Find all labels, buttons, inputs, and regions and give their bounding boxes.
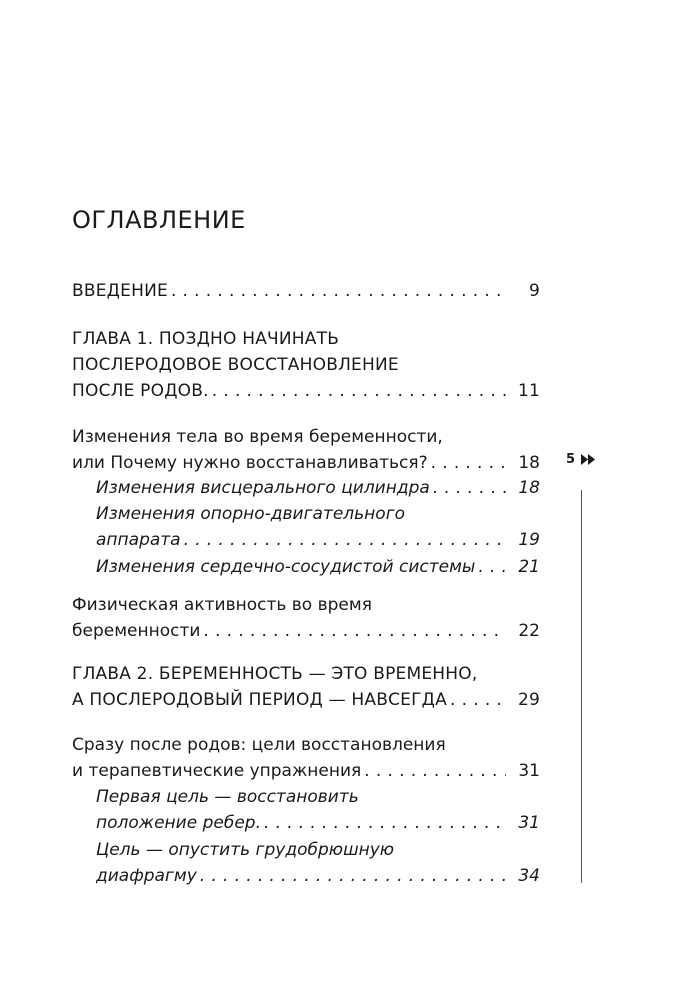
double-right-arrow-icon xyxy=(581,454,597,465)
toc-entry-page: 22 xyxy=(518,621,540,641)
toc-entry-chapter-2[interactable] xyxy=(72,661,540,713)
toc-entry-title-line: Сразу после родов: цели восстановления xyxy=(72,735,446,755)
dot-leader xyxy=(428,450,506,476)
dot-leader xyxy=(475,554,506,580)
dot-leader xyxy=(181,527,506,553)
page-number: 5 xyxy=(566,452,576,467)
toc-subentry-first-goal[interactable] xyxy=(96,784,540,836)
toc-entry-page: 11 xyxy=(517,381,540,401)
dot-leader xyxy=(168,278,506,304)
toc-entry-title-line: аппарата xyxy=(96,530,181,550)
side-rule-divider xyxy=(581,490,582,883)
toc-entry-chapter-1[interactable] xyxy=(72,326,540,404)
toc-entry-page: 9 xyxy=(528,281,540,301)
toc-entry-title-line: положение ребер. xyxy=(96,813,261,833)
toc-subentry-diaphragm-goal[interactable] xyxy=(96,837,540,889)
dot-leader xyxy=(430,475,506,501)
toc-entry-page: 19 xyxy=(518,530,540,550)
toc-entry-title-line: и терапевтические упражнения xyxy=(72,761,362,781)
toc-entry-title-line: ГЛАВА 2. БЕРЕМЕННОСТЬ — ЭТО ВРЕМЕННО, xyxy=(72,664,478,684)
toc-entry-right-after-birth[interactable] xyxy=(72,732,540,784)
dot-leader xyxy=(447,687,506,713)
toc-entry-body-changes[interactable] xyxy=(72,424,540,476)
toc-entry-title-line: Цель — опустить грудобрюшную xyxy=(96,840,395,860)
toc-entry-title-line: ГЛАВА 1. ПОЗДНО НАЧИНАТЬ xyxy=(72,329,340,349)
toc-entry-page: 18 xyxy=(518,453,540,473)
dot-leader xyxy=(200,618,506,644)
toc-entry-title-line: ПОСЛЕ РОДОВ. xyxy=(72,381,209,401)
toc-subentry-cardiovascular[interactable] xyxy=(96,554,540,580)
toc-entry-title-line: А ПОСЛЕРОДОВЫЙ ПЕРИОД — НАВСЕГДА xyxy=(72,690,447,710)
toc-entry-title: ВВЕДЕНИЕ xyxy=(72,281,168,301)
toc-entry-page: 21 xyxy=(518,557,540,577)
toc-entry-page: 18 xyxy=(518,478,540,498)
toc-entry-title-line: Первая цель — восстановить xyxy=(96,787,359,807)
toc-subentry-musculoskeletal[interactable] xyxy=(96,501,540,553)
toc-entry-title-line: Физическая активность во время xyxy=(72,595,372,615)
toc-entry-title-line: беременности xyxy=(72,621,201,641)
toc-entry-page: 31 xyxy=(518,761,540,781)
dot-leader xyxy=(209,378,506,404)
page-number-marker xyxy=(566,452,597,467)
toc-entry-title-line: Изменения тела во время беременности, xyxy=(72,427,443,447)
toc-entry-title-line: или Почему нужно восстанавливаться? xyxy=(72,453,428,473)
toc-entry-title-line: ПОСЛЕРОДОВОЕ ВОССТАНОВЛЕНИЕ xyxy=(72,355,399,375)
toc-entry-page: 34 xyxy=(518,866,540,886)
dot-leader xyxy=(361,758,506,784)
toc-entry-page: 31 xyxy=(518,813,540,833)
dot-leader xyxy=(197,863,506,889)
toc-entry-page: 29 xyxy=(517,690,540,710)
toc-subentry-visceral[interactable] xyxy=(96,475,540,501)
dot-leader xyxy=(261,810,506,836)
toc-entry-title: Изменения сердечно-сосудистой системы xyxy=(96,557,476,577)
toc-entry-introduction[interactable] xyxy=(72,278,540,304)
toc-entry-title-line: Изменения опорно-двигательного xyxy=(96,504,406,524)
toc-entry-title-line: диафрагму xyxy=(96,866,197,886)
toc-entry-title: Изменения висцерального цилиндра xyxy=(96,478,430,498)
toc-entry-physical-activity[interactable] xyxy=(72,592,540,644)
toc-title: ОГЛАВЛЕНИЕ xyxy=(72,206,246,234)
